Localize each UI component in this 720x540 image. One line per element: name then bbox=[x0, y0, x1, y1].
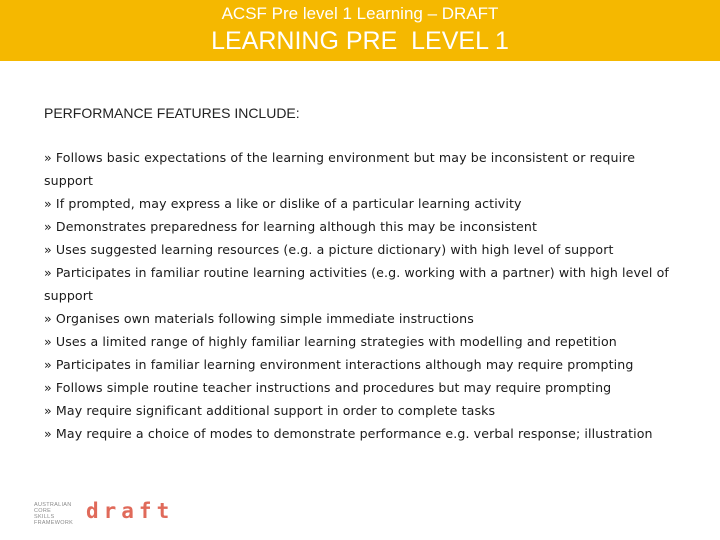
performance-features-list bbox=[44, 146, 694, 445]
list-item-text: » Uses a limited range of highly familiar learning strategies with modelling and repetition bbox=[44, 334, 617, 349]
acsf-logo bbox=[34, 502, 86, 534]
list-item-text: » Participates in familiar routine learning activities (e.g. working with a partner) with high level of bbox=[44, 265, 669, 280]
draft-watermark: draft bbox=[86, 499, 175, 523]
title-banner bbox=[0, 0, 720, 61]
list-item-text: » Demonstrates preparedness for learning although this may be inconsistent bbox=[44, 219, 537, 234]
list-item bbox=[44, 146, 694, 192]
logo-line: SKILLS bbox=[34, 514, 55, 520]
list-item-text-continued: support bbox=[44, 288, 94, 303]
list-item bbox=[44, 261, 694, 307]
list-item-text-continued: support bbox=[44, 173, 94, 188]
list-item-text: » Participates in familiar learning environment interactions although may require prompting bbox=[44, 357, 634, 372]
logo-line: CORE bbox=[34, 508, 52, 514]
list-item bbox=[44, 215, 694, 238]
list-item-text: » May require a choice of modes to demonstrate performance e.g. verbal response; illustration bbox=[44, 426, 653, 441]
logo-line: AUSTRALIAN bbox=[34, 502, 72, 508]
list-item-text: » If prompted, may express a like or dislike of a particular learning activity bbox=[44, 196, 522, 211]
list-item-text: » Organises own materials following simple immediate instructions bbox=[44, 311, 474, 326]
logo-line: FRAMEWORK bbox=[34, 520, 74, 526]
slide-title: LEARNING PRE LEVEL 1 bbox=[211, 27, 509, 55]
list-item bbox=[44, 353, 694, 376]
list-item-text: » Uses suggested learning resources (e.g. a picture dictionary) with high level of support bbox=[44, 242, 614, 257]
list-item bbox=[44, 307, 694, 330]
list-item bbox=[44, 399, 694, 422]
list-item-text: » Follows simple routine teacher instructions and procedures but may require prompting bbox=[44, 380, 612, 395]
list-item bbox=[44, 376, 694, 399]
list-item-text: » May require significant additional support in order to complete tasks bbox=[44, 403, 496, 418]
slide-subtitle: ACSF Pre level 1 Learning – DRAFT bbox=[221, 4, 499, 23]
list-item-text: » Follows basic expectations of the learning environment but may be inconsistent or require bbox=[44, 150, 636, 165]
list-item bbox=[44, 330, 694, 353]
list-item bbox=[44, 422, 694, 445]
list-item bbox=[44, 238, 694, 261]
list-item bbox=[44, 192, 694, 215]
section-heading: PERFORMANCE FEATURES INCLUDE: bbox=[44, 105, 300, 121]
